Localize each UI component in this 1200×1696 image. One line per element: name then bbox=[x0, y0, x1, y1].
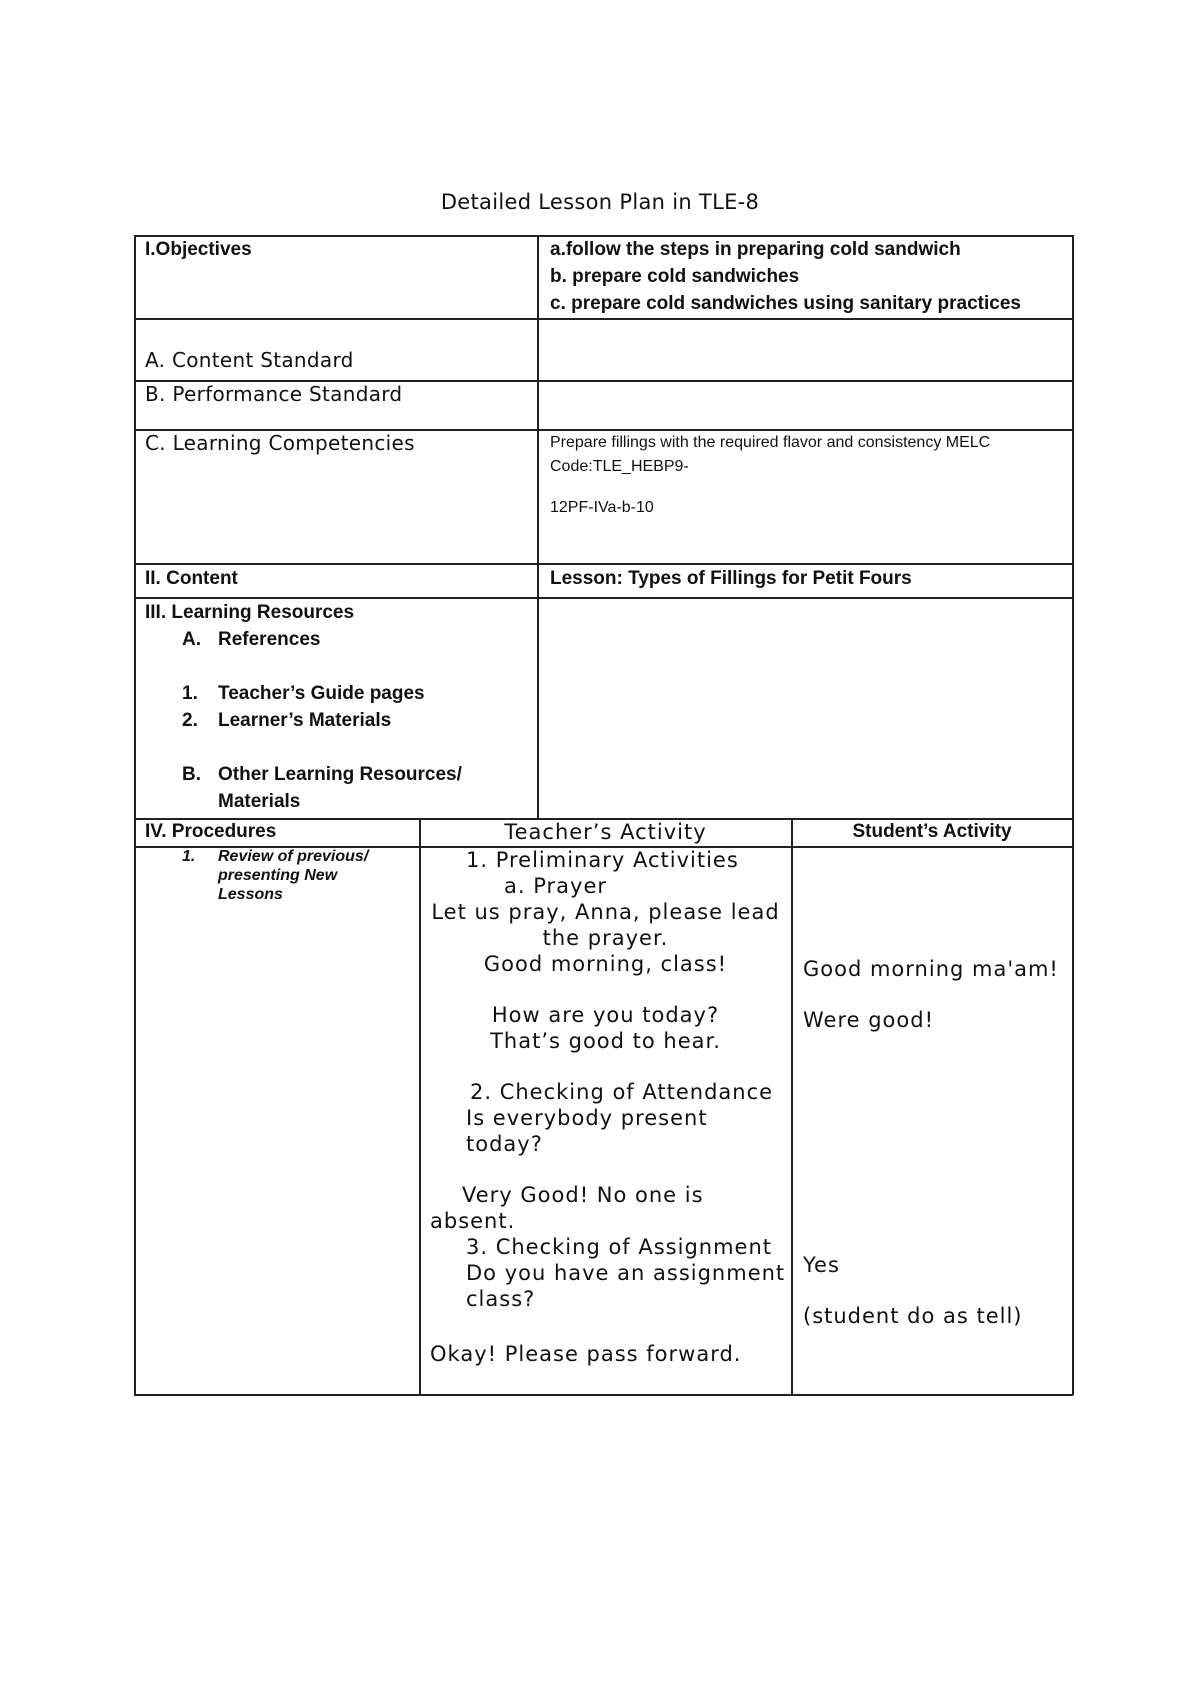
competency-code: Code:TLE_HEBP9- bbox=[550, 458, 689, 475]
prayer-heading: a. Prayer bbox=[504, 874, 607, 898]
teacher-line: How are you today? bbox=[491, 1003, 720, 1027]
preliminary-activities: 1. Preliminary Activities bbox=[466, 848, 739, 872]
procedures-label: IV. Procedures bbox=[145, 821, 277, 842]
teachers-guide-label: Teacher’s Guide pages bbox=[218, 683, 425, 704]
table-border-right bbox=[1072, 235, 1074, 1395]
assignment-heading: 3. Checking of Assignment bbox=[466, 1235, 773, 1259]
table-border-left bbox=[134, 235, 136, 1395]
objectives-label: I.Objectives bbox=[145, 239, 252, 260]
table-border-bottom bbox=[134, 1394, 1073, 1396]
teacher-line: Do you have an assignment bbox=[466, 1261, 786, 1285]
teacher-line: class? bbox=[466, 1287, 536, 1311]
student-line: Yes bbox=[803, 1253, 840, 1277]
student-line: Good morning ma'am! bbox=[803, 957, 1059, 981]
teacher-line: Is everybody present bbox=[466, 1106, 708, 1130]
references-label: References bbox=[218, 629, 321, 650]
column-divider bbox=[537, 235, 539, 819]
objective-item: b. prepare cold sandwiches bbox=[550, 266, 800, 287]
competency-text: Prepare fillings with the required flavor and consistency MELC bbox=[550, 434, 991, 451]
lesson-title: Lesson: Types of Fillings for Petit Fours bbox=[550, 568, 912, 589]
teacher-activity-header: Teacher’s Activity bbox=[504, 820, 707, 844]
student-activity-header: Student’s Activity bbox=[852, 821, 1012, 842]
column-divider bbox=[791, 818, 793, 1395]
other-resources-label: Other Learning Resources/ bbox=[218, 764, 462, 785]
row-divider bbox=[134, 563, 1073, 565]
attendance-heading: 2. Checking of Attendance bbox=[470, 1080, 774, 1104]
objective-item: c. prepare cold sandwiches using sanitary practices bbox=[550, 293, 1021, 314]
objective-item: a.follow the steps in preparing cold sandwich bbox=[550, 239, 961, 260]
list-marker: 1. bbox=[182, 848, 196, 865]
teacher-line: the prayer. bbox=[542, 926, 669, 950]
teacher-line: Okay! Please pass forward. bbox=[430, 1342, 742, 1366]
teacher-line: Let us pray, Anna, please lead bbox=[431, 900, 780, 924]
content-label: II. Content bbox=[145, 568, 238, 589]
learning-competencies-label: C. Learning Competencies bbox=[145, 431, 415, 455]
competency-code-cont: 12PF-IVa-b-10 bbox=[550, 499, 654, 516]
teacher-line: absent. bbox=[430, 1209, 516, 1233]
teacher-line: Very Good! No one is bbox=[462, 1183, 704, 1207]
other-resources-label-cont: Materials bbox=[218, 791, 301, 812]
performance-standard-label: B. Performance Standard bbox=[145, 382, 403, 406]
student-line: Were good! bbox=[803, 1008, 934, 1032]
table-border-top bbox=[134, 235, 1073, 237]
list-marker: B. bbox=[182, 764, 201, 785]
student-line: (student do as tell) bbox=[803, 1304, 1023, 1328]
list-marker: A. bbox=[182, 629, 201, 650]
learners-materials-label: Learner’s Materials bbox=[218, 710, 392, 731]
procedure-step-cont: presenting New bbox=[218, 867, 338, 884]
teacher-line: That’s good to hear. bbox=[490, 1029, 721, 1053]
document-title: Detailed Lesson Plan in TLE-8 bbox=[440, 190, 760, 214]
row-divider bbox=[134, 597, 1073, 599]
list-marker: 1. bbox=[182, 683, 198, 704]
row-divider bbox=[134, 318, 1073, 320]
teacher-line: Good morning, class! bbox=[483, 952, 728, 976]
content-standard-label: A. Content Standard bbox=[145, 348, 354, 372]
procedure-step-cont: Lessons bbox=[218, 886, 283, 903]
teacher-line: today? bbox=[466, 1132, 543, 1156]
list-marker: 2. bbox=[182, 710, 198, 731]
procedure-step: Review of previous/ bbox=[218, 848, 369, 865]
learning-resources-label: III. Learning Resources bbox=[145, 602, 355, 623]
